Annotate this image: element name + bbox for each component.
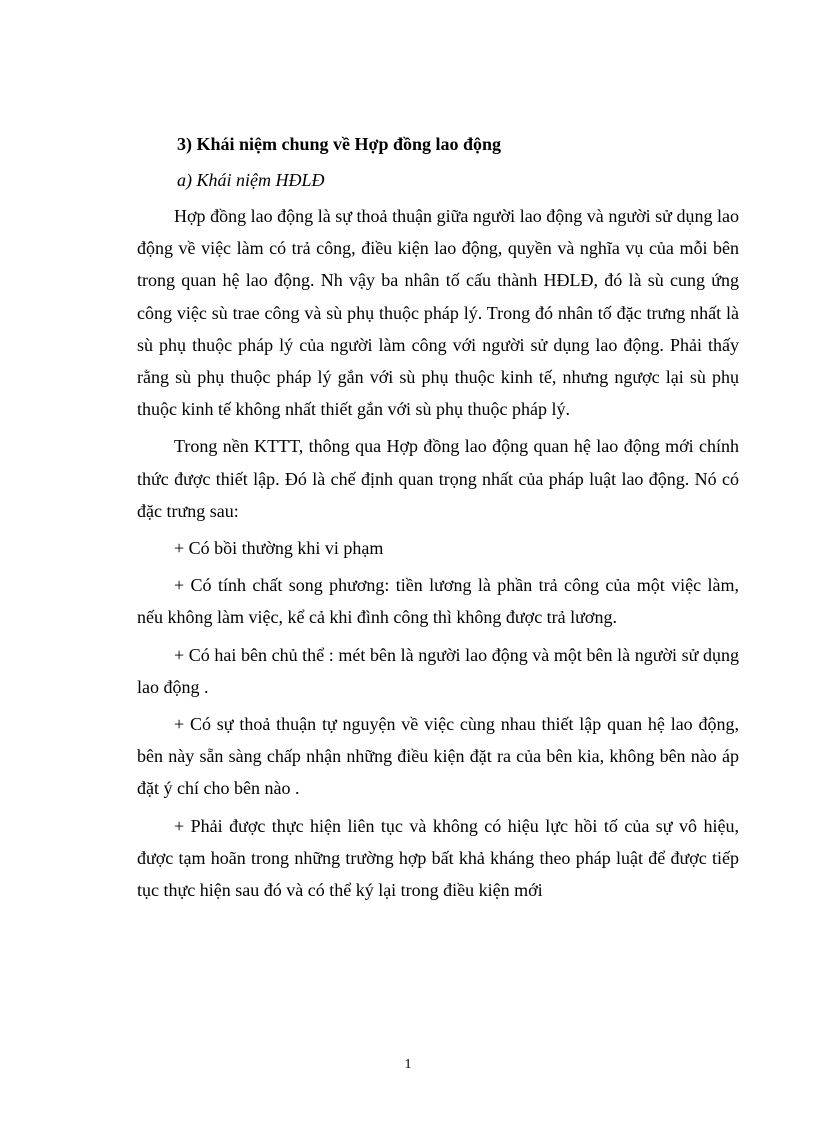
- list-item-two-parties: + Có hai bên chủ thể : mét bên là người lao động và một bên là người sử dụng lao động .: [137, 644, 739, 697]
- paragraph-market-economy: Trong nền KTTT, thông qua Hợp đồng lao động quan hệ lao động mới chính thức được thiết lập. Đó là chế định quan trọng nhất của pháp luật lao động. Nó có đặc trưng sau:: [137, 436, 739, 521]
- subsection-heading: a) Khái niệm HĐLĐ: [177, 170, 325, 190]
- document-body: [137, 128, 739, 911]
- list-item-voluntary-agreement: + Có sự thoả thuận tự nguyện về việc cùng nhau thiết lập quan hệ lao động, bên này sẵn sàng chấp nhận những điều kiện đặt ra của bên kia, không bên nào áp đặt ý chí cho bên nào .: [137, 714, 739, 799]
- section-heading: 3) Khái niệm chung về Hợp đồng lao động: [177, 134, 502, 154]
- list-item-compensation: + Có bồi thường khi vi phạm: [174, 538, 384, 559]
- list-item-continuity: + Phải được thực hiện liên tục và không có hiệu lực hồi tố của sự vô hiệu, được tạm hoãn trong những trường hợp bất khả kháng theo pháp luật để được tiếp tục thực hiện sau đó và có thể ký lại trong điều kiện mới: [137, 815, 739, 901]
- paragraph-definition: Hợp đồng lao động là sự thoả thuận giữa người lao động và người sử dụng lao động về việc làm có trả công, điều kiện lao động, quyền và nghĩa vụ của mỗi bên trong quan hệ lao động. Nh vậy ba nhân tố cấu thành HĐLĐ, đó là sù cung ứng công việc sù trae công và sù phụ thuộc pháp lý. Trong đó nhân tố đặc trưng nhất là sù phụ thuộc pháp lý của người làm công với người sử dụng lao động. Phải thấy rằng sù phụ thuộc pháp lý gắn với sù phụ thuộc kinh tế, nhưng ngược lại sù phụ thuộc kinh tế không nhất thiết gắn với sù phụ thuộc pháp lý.: [137, 206, 739, 420]
- page-number: 1: [404, 1057, 412, 1072]
- list-item-bilateral: + Có tính chất song phương: tiền lương là phần trả công của một việc làm, nếu không làm việc, kể cả khi đình công thì không được trả lương.: [137, 575, 739, 628]
